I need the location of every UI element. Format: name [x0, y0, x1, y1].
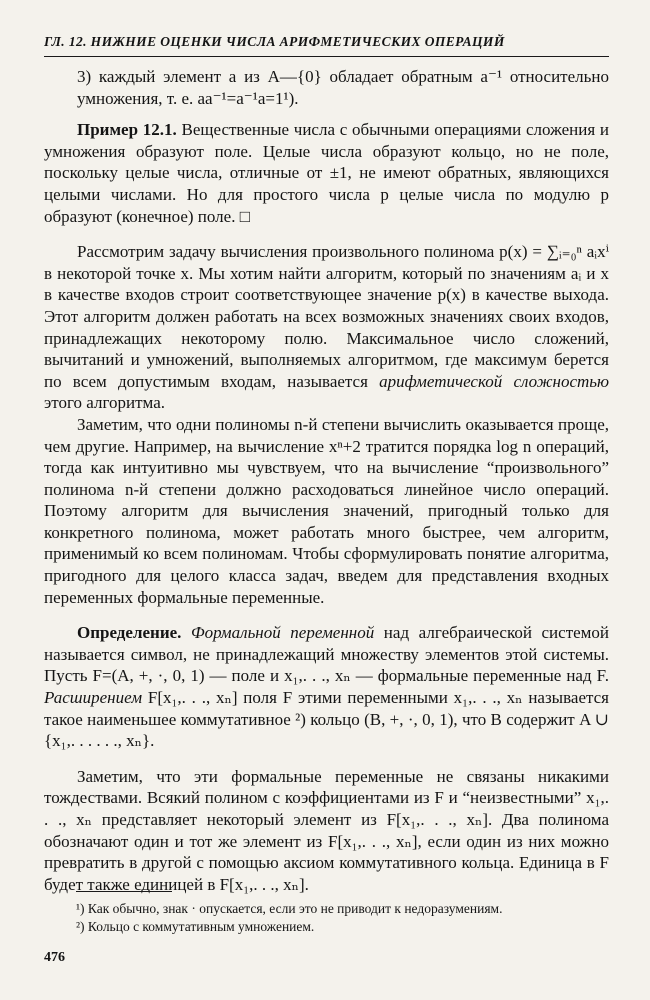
- definition: [44, 622, 609, 752]
- example-12-1: [44, 119, 609, 227]
- paragraph-polynomials: Заметим, что одни полиномы n-й степени вычислить оказывается проще, чем другие. Например, на вычисление xⁿ+2 тратится порядка log n операций, тогда как интуитивно мы чувствуем, что на вычисление “произвольного” полинома n-й степени должно расходоваться линейное число операций. Поэтому алгоритм для вычисления значений, пригодный только для конкретного полинома, может работать много быстрее, чем алгоритм, применимый ко всем полиномам. Чтобы сформулировать понятие алгоритма, пригодного для целого класса задач, введем для представления входных переменных формальные переменные.: [44, 414, 609, 607]
- term-arithmetic-complexity: арифметической сложностью: [379, 371, 610, 391]
- paragraph-complexity: [44, 241, 609, 414]
- footnote-2: ²) Кольцо с коммутативным умножением.: [76, 919, 315, 934]
- axiom-item-3: 3) каждый элемент a из A—{0} обладает обратным a⁻¹ относительно умножения, т. е. aa⁻¹=a⁻¹a=1¹).: [77, 67, 609, 108]
- page-number: 476: [44, 950, 65, 965]
- main-text: [44, 66, 609, 895]
- term-formal-variable: Формальной переменной: [190, 623, 375, 643]
- paragraph-formal-variables: Заметим, что эти формальные переменные не связаны никакими тождествами. Всякий полином с коэффициентами из F и “неизвестными” x₁,. . ., xₙ представляет некоторый элемент из F[x₁,. . ., xₙ]. Два полинома обозначают один и тот же элемент из F[x₁,. . ., xₙ], если один из них можно превратить в другой с помощью аксиом коммутативного кольца. Единица в F будет также единицей в F[x₁,. . ., xₙ].: [44, 766, 609, 894]
- definition-text-1: над алгебраической системой называется символ, не принадлежащий множеству элементов этой системы. Пусть F=(A, +, ·, 0, 1) — поле и x₁,. . ., xₙ — формальные переменные над F.: [44, 623, 610, 686]
- definition-text-2: F[x₁,. . ., xₙ] поля F этими переменными x₁,. . ., xₙ называется такое наименьшее коммутативное ²) кольцо (B, +, ·, 0, 1), что B содержит A ∪ {x₁,. . . . . ., xₙ}.: [44, 688, 609, 751]
- example-label: Пример 12.1.: [77, 120, 177, 140]
- term-extension: Расширением: [44, 688, 143, 708]
- paragraph-complexity-end: этого алгоритма.: [44, 393, 165, 413]
- example-text: Вещественные числа с обычными операциями сложения и умножения образуют поле. Целые числа образуют кольцо, но не поле, поскольку целые числа, отличные от ±1, не имеют обратных, являющихся целыми числами. Но для простого числа p целые числа по модулю p образуют (конечное) поле. □: [44, 120, 609, 226]
- book-page: [44, 0, 609, 1000]
- paragraph-complexity-text: Рассмотрим задачу вычисления произвольного полинома p(x) = ∑ᵢ₌₀ⁿ aᵢxⁱ в некоторой точке x. Мы хотим найти алгоритм, который по значениям aᵢ и x в качестве входов строит соответствующее значение p(x) в качестве выхода. Этот алгоритм должен работать на всех возможных значениях своих входов, принадлежащих некоторому полю. Максимальное число сложений, вычитаний и умножений, выполняемых алгоритмом, где максимум берется по всем допустимым входам, называется: [44, 242, 609, 391]
- footnote-1: ¹) Как обычно, знак · опускается, если это не приводит к недоразумениям.: [76, 901, 503, 916]
- definition-label: Определение.: [77, 623, 182, 643]
- running-head: ГЛ. 12. НИЖНИЕ ОЦЕНКИ ЧИСЛА АРИФМЕТИЧЕСКИХ ОПЕРАЦИЙ: [44, 34, 505, 49]
- footnote-rule: [76, 891, 172, 892]
- footnotes: [76, 900, 616, 936]
- header-rule: [44, 56, 609, 57]
